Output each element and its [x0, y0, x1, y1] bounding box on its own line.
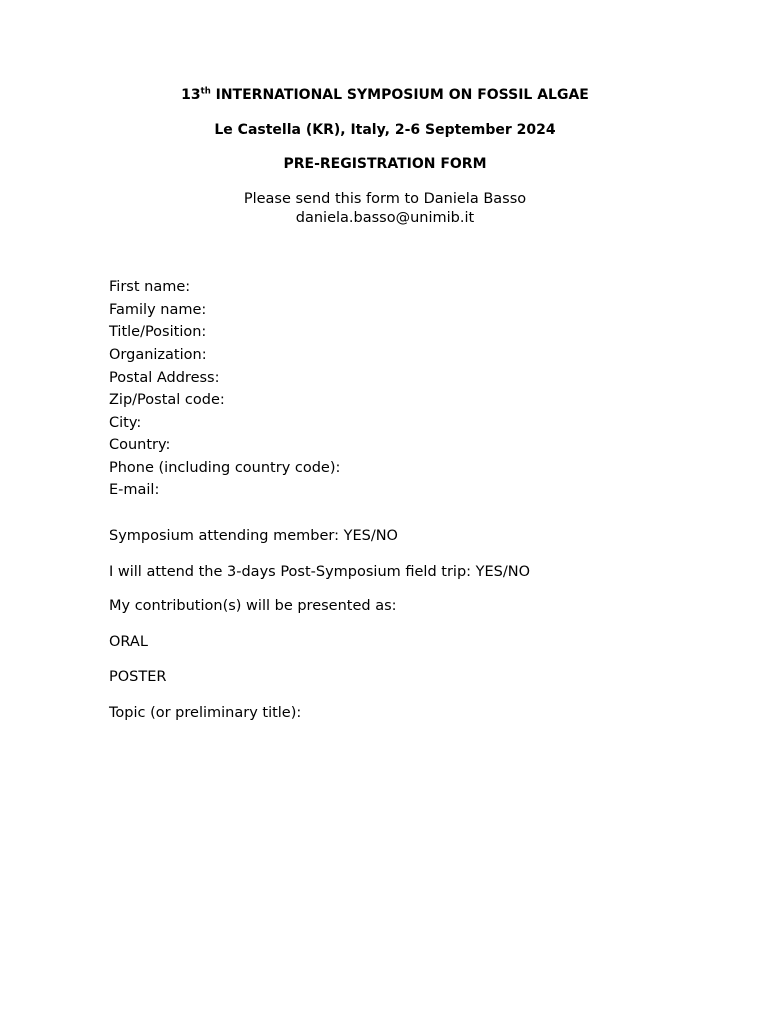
send-instructions: Please send this form to Daniela Basso: [243, 191, 527, 207]
email-label: E-mail:: [109, 482, 160, 498]
organization-label: Organization:: [109, 347, 207, 363]
city-label: City:: [109, 415, 142, 431]
form-title: PRE-REGISTRATION FORM: [283, 156, 487, 172]
first-name-label: First name:: [109, 279, 191, 295]
contact-email[interactable]: daniela.basso@unimib.it: [295, 210, 475, 226]
attending-member-question: Symposium attending member: YES/NO: [109, 528, 398, 544]
ordinal-number: 13: [181, 87, 201, 103]
postal-address-label: Postal Address:: [109, 370, 220, 386]
contribution-question: My contribution(s) will be presented as:: [109, 598, 397, 614]
family-name-label: Family name:: [109, 302, 207, 318]
phone-label: Phone (including country code):: [109, 460, 341, 476]
symposium-title-text: INTERNATIONAL SYMPOSIUM ON FOSSIL ALGAE: [215, 87, 589, 103]
ordinal-suffix: th: [200, 86, 211, 97]
zip-code-label: Zip/Postal code:: [109, 392, 225, 408]
oral-option: ORAL: [109, 634, 148, 650]
topic-label: Topic (or preliminary title):: [109, 705, 302, 721]
location-dates: Le Castella (KR), Italy, 2-6 September 2024: [214, 122, 556, 138]
country-label: Country:: [109, 437, 171, 453]
field-trip-question: I will attend the 3-days Post-Symposium field trip: YES/NO: [109, 564, 531, 580]
title-position-label: Title/Position:: [109, 324, 207, 340]
poster-option: POSTER: [109, 669, 167, 685]
symposium-title: [0, 87, 770, 103]
